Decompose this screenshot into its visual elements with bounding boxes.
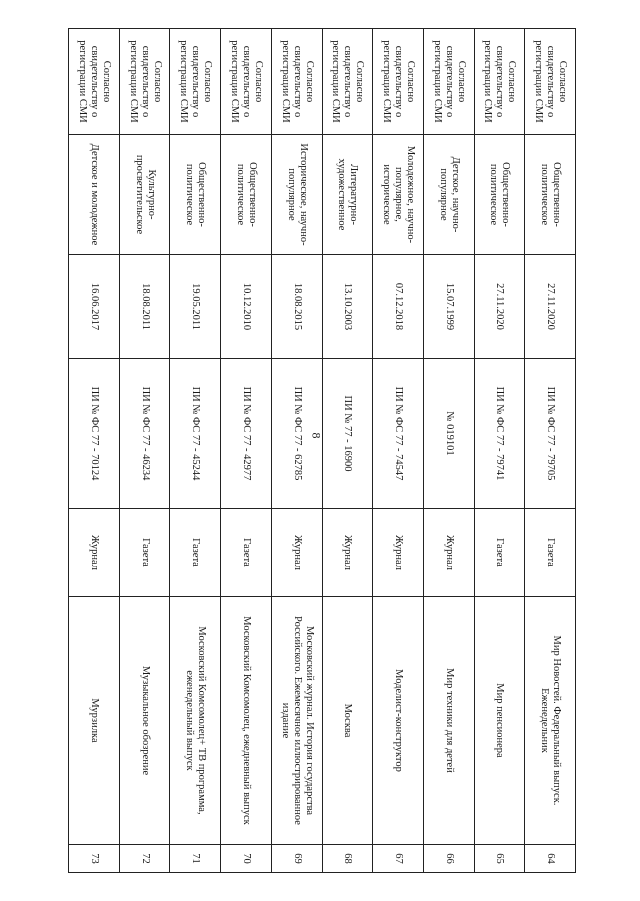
form-cell: Журнал <box>373 509 424 597</box>
status-cell: Согласно свидетельству о регистрации СМИ <box>525 29 576 135</box>
number-cell: 68 <box>322 845 373 873</box>
name-cell: Мир Новостей. Федеральный выпуск. Еженедельник <box>525 597 576 845</box>
number-cell: 65 <box>474 845 525 873</box>
date-cell: 27.11.2020 <box>474 255 525 359</box>
table-row <box>373 29 424 873</box>
status-cell: Согласно свидетельству о регистрации СМИ <box>322 29 373 135</box>
table-row <box>221 29 272 873</box>
number-cell: 72 <box>119 845 170 873</box>
status-cell: Согласно свидетельству о регистрации СМИ <box>69 29 120 135</box>
type-cell: Общественно-политическое <box>170 135 221 255</box>
type-cell: Общественно-политическое <box>474 135 525 255</box>
registration-cell: ПИ № ФС 77 - 79741 <box>474 359 525 509</box>
number-cell: 67 <box>373 845 424 873</box>
number-cell: 66 <box>423 845 474 873</box>
form-cell: Газета <box>221 509 272 597</box>
status-cell: Согласно свидетельству о регистрации СМИ <box>221 29 272 135</box>
date-cell: 16.06.2017 <box>69 255 120 359</box>
date-cell: 19.05.2011 <box>170 255 221 359</box>
media-registry-table <box>68 28 576 873</box>
document-page <box>68 28 640 864</box>
registration-cell: ПИ № 77 - 16900 <box>322 359 373 509</box>
name-cell: Московский Комсомолец+ ТВ программа, еженедельный выпуск <box>170 597 221 845</box>
form-cell: Газета <box>170 509 221 597</box>
status-cell: Согласно свидетельству о регистрации СМИ <box>423 29 474 135</box>
date-cell: 10.12.2010 <box>221 255 272 359</box>
type-cell: Молодежное, научно-популярное, историческое <box>373 135 424 255</box>
form-cell: Журнал <box>271 509 322 597</box>
status-cell: Согласно свидетельству о регистрации СМИ <box>271 29 322 135</box>
type-cell: Общественно-политическое <box>525 135 576 255</box>
date-cell: 07.12.2018 <box>373 255 424 359</box>
registration-cell: ПИ № ФС 77 - 70124 <box>69 359 120 509</box>
form-cell: Газета <box>119 509 170 597</box>
form-cell: Газета <box>474 509 525 597</box>
name-cell: Мир техники для детей <box>423 597 474 845</box>
number-cell: 73 <box>69 845 120 873</box>
table-row <box>119 29 170 873</box>
name-cell: Моделист-конструктор <box>373 597 424 845</box>
date-cell: 15.07.1999 <box>423 255 474 359</box>
name-cell: Московский Комсомолец, ежедневный выпуск <box>221 597 272 845</box>
registration-cell: ПИ № ФС 77 - 45244 <box>170 359 221 509</box>
number-cell: 64 <box>525 845 576 873</box>
form-cell: Журнал <box>322 509 373 597</box>
registration-cell: ПИ № ФС 77 - 42977 <box>221 359 272 509</box>
form-cell: Журнал <box>423 509 474 597</box>
registration-cell: ПИ № ФС 77 - 74547 <box>373 359 424 509</box>
status-cell: Согласно свидетельству о регистрации СМИ <box>373 29 424 135</box>
registration-cell: № 019101 <box>423 359 474 509</box>
status-cell: Согласно свидетельству о регистрации СМИ <box>170 29 221 135</box>
number-cell: 70 <box>221 845 272 873</box>
status-cell: Согласно свидетельству о регистрации СМИ <box>474 29 525 135</box>
name-cell: Музыкальное обозрение <box>119 597 170 845</box>
registration-cell: ПИ № ФС 77 - 62785 <box>271 359 322 509</box>
table-row <box>423 29 474 873</box>
page-number: 8 <box>309 432 324 439</box>
form-cell: Журнал <box>69 509 120 597</box>
form-cell: Газета <box>525 509 576 597</box>
type-cell: Детское и молодежное <box>69 135 120 255</box>
table-row <box>322 29 373 873</box>
status-cell: Согласно свидетельству о регистрации СМИ <box>119 29 170 135</box>
registration-cell: ПИ № ФС 77 - 79705 <box>525 359 576 509</box>
table-row <box>271 29 322 873</box>
registration-cell: ПИ № ФС 77 - 46234 <box>119 359 170 509</box>
table-row <box>474 29 525 873</box>
type-cell: Детское, научно-популярное <box>423 135 474 255</box>
name-cell: Мурзилка <box>69 597 120 845</box>
table-row <box>525 29 576 873</box>
table-row <box>170 29 221 873</box>
date-cell: 13.10.2003 <box>322 255 373 359</box>
date-cell: 27.11.2020 <box>525 255 576 359</box>
type-cell: Литературно-художественное <box>322 135 373 255</box>
number-cell: 69 <box>271 845 322 873</box>
number-cell: 71 <box>170 845 221 873</box>
name-cell: Мир пенсионера <box>474 597 525 845</box>
date-cell: 18.08.2011 <box>119 255 170 359</box>
name-cell: Московский журнал. История государства Российского. Ежемесячное иллюстрированное издание <box>271 597 322 845</box>
table-row <box>69 29 120 873</box>
type-cell: Культурно-просветительское <box>119 135 170 255</box>
type-cell: Историческое, научно-популярное <box>271 135 322 255</box>
name-cell: Москва <box>322 597 373 845</box>
date-cell: 18.08.2015 <box>271 255 322 359</box>
type-cell: Общественно-политическое <box>221 135 272 255</box>
